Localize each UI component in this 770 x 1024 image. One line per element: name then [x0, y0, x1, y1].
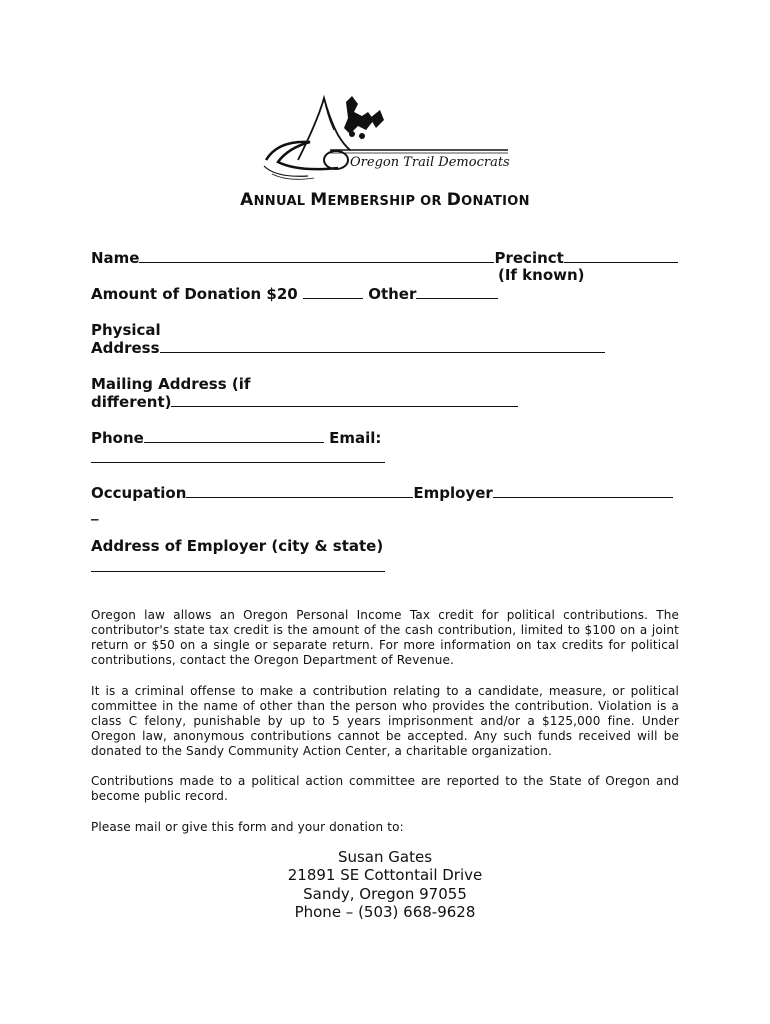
address-label: Address [91, 339, 160, 357]
mailing-address-row [91, 393, 518, 411]
criminal-offense-notice: It is a criminal offense to make a contribution relating to a candidate, measure, or political committee in the name of other than the person who provides the contribution. Violation is a class C felony, punishable by up to 5 years imprisonment and/or a $125,000 fine. Under Oregon law, anonymous contributions cannot be accepted. Any such funds received will be donated to the Sandy Community Action Center, a charitable organization. [91, 684, 679, 758]
email-label: Email: [329, 429, 382, 447]
oregon-trail-democrats-logo [258, 90, 514, 190]
mailing-label-cont: different) [91, 393, 172, 411]
phone-row [91, 429, 381, 447]
precinct-field[interactable] [564, 249, 678, 263]
physical-label: Physical [91, 321, 161, 339]
employer-label: Employer [413, 484, 493, 502]
contact-street: 21891 SE Cottontail Drive [287, 866, 483, 885]
amount-field[interactable] [303, 285, 363, 299]
precinct-label: Precinct [494, 249, 564, 267]
tax-credit-notice: Oregon law allows an Oregon Personal Income Tax credit for political contributions. The contributor's state tax credit is the amount of the cash contribution, limited to $100 on a joint return or $50 on a single or separate return. For more information on tax credits for political contributions, contact the Oregon Department of Revenue. [91, 608, 679, 667]
mailing-address-field[interactable] [171, 393, 518, 407]
public-record-notice: Contributions made to a political action committee are reported to the State of Oregon and become public record. [91, 774, 679, 803]
employer-address-label: Address of Employer (city & state) [91, 537, 384, 555]
mailing-label: Mailing Address (if [91, 375, 251, 393]
occupation-label: Occupation [91, 484, 187, 502]
amount-row [91, 285, 498, 303]
employer-field[interactable] [493, 484, 673, 498]
contact-phone: Phone – (503) 668-9628 [294, 902, 476, 921]
phone-label: Phone [91, 429, 144, 447]
logo-lettering: Oregon Trail Democrats [350, 155, 510, 170]
physical-address-row [91, 339, 605, 357]
phone-field[interactable] [144, 429, 324, 443]
employer-overflow: _ [91, 503, 99, 521]
name-row [91, 249, 678, 267]
other-label: Other [368, 285, 417, 303]
form-title: ANNUAL MEMBERSHIP OR DONATION [240, 190, 530, 210]
mailing-contact [0, 848, 770, 921]
mail-instruction: Please mail or give this form and your donation to: [91, 820, 404, 834]
email-field[interactable] [91, 462, 385, 463]
name-label: Name [91, 249, 140, 267]
contact-city: Sandy, Oregon 97055 [303, 884, 467, 903]
physical-address-field[interactable] [160, 339, 605, 353]
occupation-field[interactable] [186, 484, 413, 498]
other-amount-field[interactable] [416, 285, 498, 299]
contact-name: Susan Gates [337, 848, 433, 866]
precinct-note: (If known) [498, 266, 585, 284]
employer-address-field[interactable] [91, 571, 385, 572]
amount-label: Amount of Donation $20 [91, 285, 298, 303]
occupation-row [91, 484, 673, 502]
name-field[interactable] [139, 249, 494, 263]
